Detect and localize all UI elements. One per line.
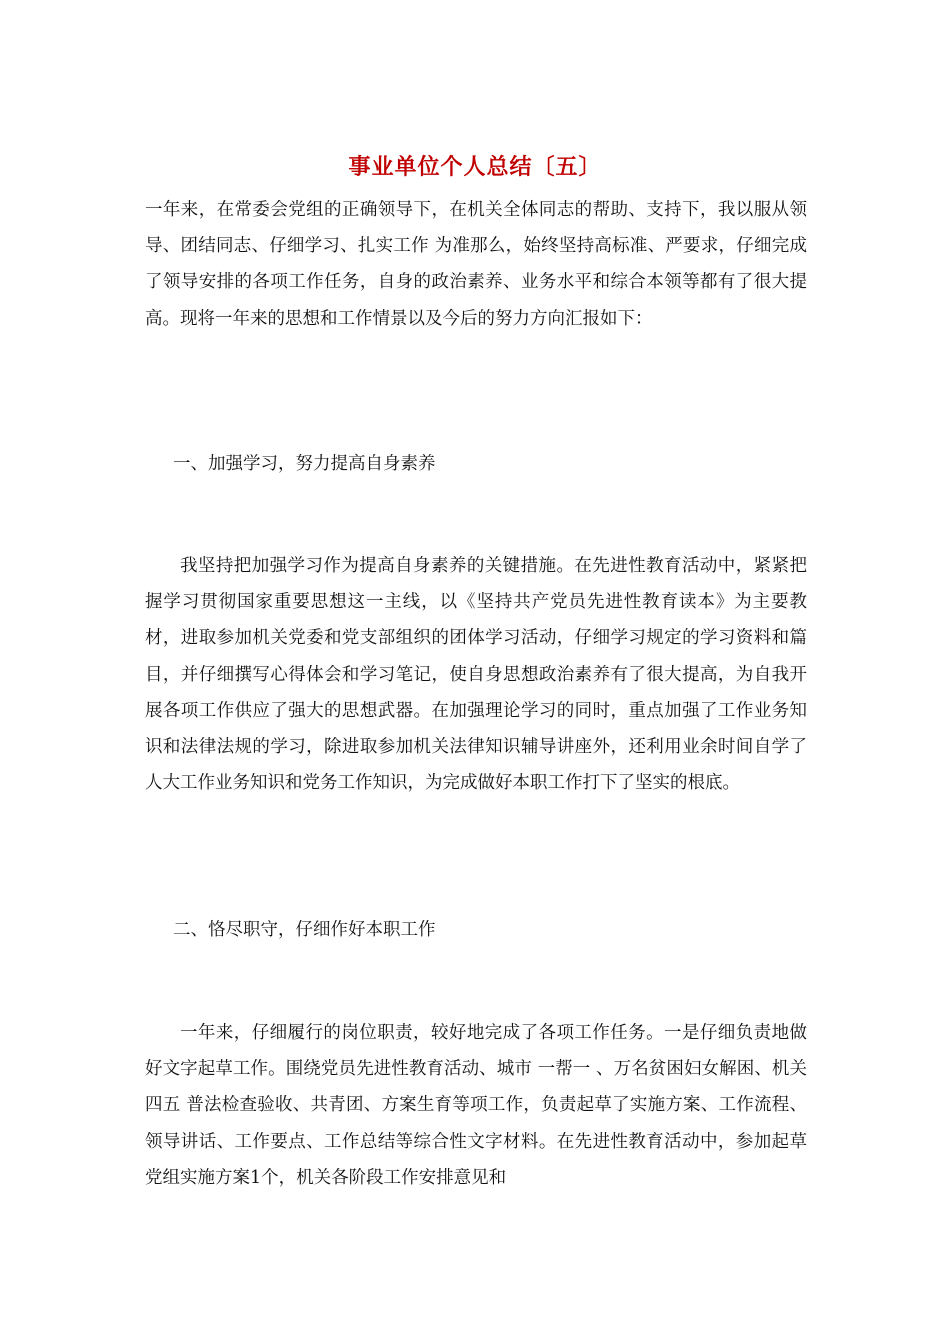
section-1-paragraph: 我坚持把加强学习作为提高自身素养的关键措施。在先进性教育活动中，紧紧把握学习贯彻国家重要思想这一主线，以《坚持共产党员先进性教育读本》为主要教材，进取参加机关党委和党支部组织的团体学习活动，仔细学习规定的学习资料和篇目，并仔细撰写心得体会和学习笔记，使自身思想政治素养有了很大提高，为自我开展各项工作供应了强大的思想武器。在加强理论学习的同时，重点加强了工作业务知识和法律法规的学习，除进取参加机关法律知识辅导讲座外，还利用业余时间自学了人大工作业务知识和党务工作知识，为完成做好本职工作打下了坚实的根底。	[145, 556, 807, 794]
section-2-paragraph: 一年来，仔细履行的岗位职责，较好地完成了各项工作任务。一是仔细负责地做好文字起草工作。围绕党员先进性教育活动、城市 一帮一 、万名贫困妇女解困、机关 四五 普法检查验收、共青团、方案生育等项工作，负责起草了实施方案、工作流程、领导讲话、工作要点、工作总结等综合性文字材料。在先进性教育活动中，参加起草党组实施方案1个，机关各阶段工作安排意见和	[145, 1023, 807, 1188]
intro-paragraph: 一年来，在常委会党组的正确领导下，在机关全体同志的帮助、支持下，我以服从领导、团结同志、仔细学习、扎实工作 为准那么，始终坚持高标准、严要求，仔细完成了领导安排的各项工作任务，自身的政治素养、业务水平和综合本领等都有了很大提高。现将一年来的思想和工作情景以及今后的努力方向汇报如下：	[145, 200, 807, 329]
document-title: 事业单位个人总结〔五〕	[348, 154, 602, 180]
section-2-heading: 二、恪尽职守，仔细作好本职工作	[173, 920, 436, 940]
section-1-heading: 一、加强学习，努力提高自身素养	[173, 454, 436, 474]
